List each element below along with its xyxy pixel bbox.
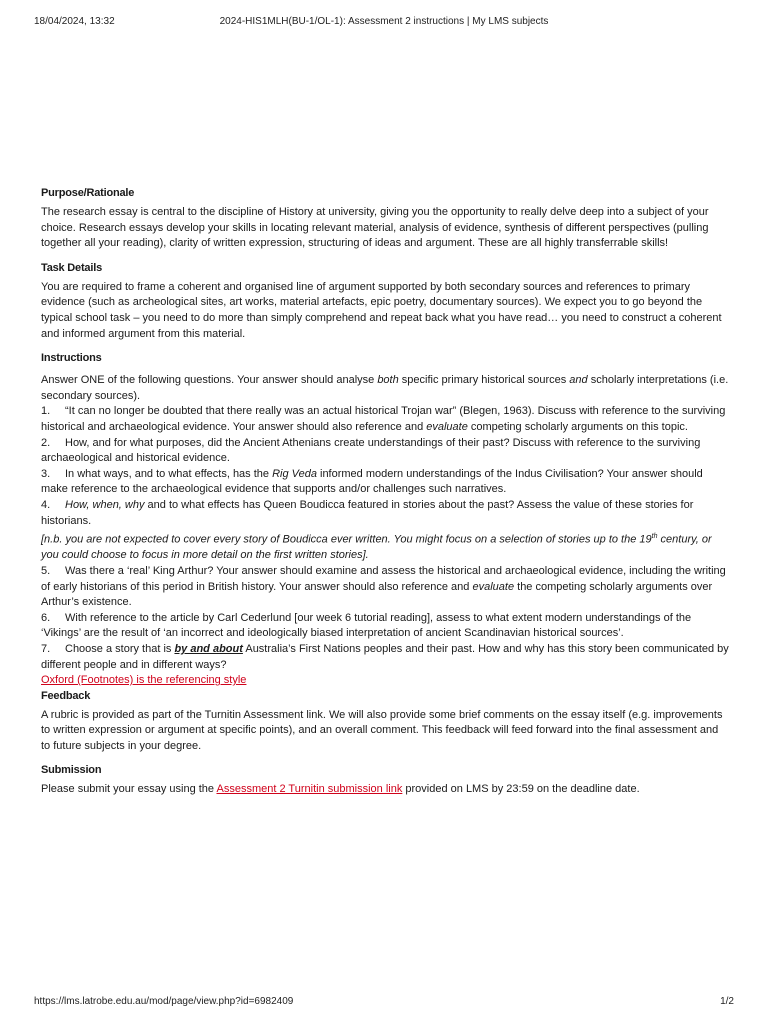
print-header (34, 16, 734, 30)
question-number: 7. (41, 642, 51, 655)
question-text: the competing scholarly arguments over Arthur’s existence. (41, 580, 713, 609)
purpose-section (41, 186, 729, 252)
question-text: With reference to the article by Carl Cederlund [our week 6 tutorial reading], assess to what extent modern understandings of the ‘Vikings’ are the result of ‘an incorrect and ideologically biased interpretation of ancient Scandinavian historical sources’. (41, 611, 692, 640)
question-3 (41, 467, 729, 498)
question-text: competing scholarly arguments on this topic. (467, 420, 688, 433)
question-text: and to what effects has Queen Boudicca featured in stories about the past? Assess the value of these stories for historians. (41, 498, 694, 527)
question-6 (41, 611, 729, 642)
question-emphasis: evaluate (472, 580, 515, 593)
submission-text: provided on LMS by 23:59 on the deadline date. (402, 783, 640, 796)
question-number: 6. (41, 611, 51, 624)
question-number: 2. (41, 436, 51, 449)
print-page-title: 2024-HIS1MLH(BU-1/OL-1): Assessment 2 instructions | My LMS subjects (219, 16, 549, 27)
purpose-body: The research essay is central to the discipline of History at university, giving you the opportunity to really delve deep into a subject of your choice. Research essays develop your skills in locating relevant material, analysis of evidence, synthesis of different perspectives (pulling together all your reading), clarity of written expression, structuring of ideas and argument. These are all highly transferrable skills! (41, 206, 709, 250)
question-emphasis: Rig Veda (272, 467, 317, 480)
submission-body (41, 782, 729, 798)
print-date: 18/04/2024, 13:32 (34, 16, 115, 27)
question-text: Was there a ‘real’ King Arthur? Your answer should examine and assess the historical and archaeological evidence, including the writing of early historians of this period in British history. Your answer should also reference and (41, 564, 726, 593)
referencing-style-link[interactable]: Oxford (Footnotes) is the referencing style (41, 674, 247, 687)
turnitin-submission-link[interactable]: Assessment 2 Turnitin submission link (216, 783, 403, 796)
submission-text: Please submit your essay using the (41, 783, 217, 796)
task-section (41, 261, 729, 342)
task-body: You are required to frame a coherent and organised line of argument supported by both secondary sources and references to primary evidence (such as archeological sites, art works, material artefacts, epic poetry, documentary sources). We expect you to go beyond the typical school task – you need to do more than simply comprehend and repeat back what you have read… you need to construct a coherent and informed argument from this material. (41, 280, 722, 340)
note-superscript: th (651, 533, 658, 541)
question-text: Australia’s First Nations peoples and their past. How and why has this story been communicated by different people and in different ways? (41, 642, 729, 671)
question-emphasis: evaluate (426, 420, 468, 433)
task-heading: Task Details (41, 261, 102, 274)
intro-text-1: Answer ONE of the following questions. Your answer should analyse (41, 374, 378, 387)
question-5 (41, 564, 729, 611)
question-1 (41, 404, 729, 435)
instructions-section (41, 351, 729, 689)
question-number: 1. (41, 405, 51, 418)
feedback-body: A rubric is provided as part of the Turnitin Assessment link. We will also provide some brief comments on the essay itself (e.g. improvements to written expression or argument at specific points), and an overall comment. This feedback will feed forward into the final assessment and to future subjects in your degree. (41, 708, 723, 752)
page-content (41, 186, 729, 807)
question-text: informed modern understandings of the Indus Civilisation? Your answer should make reference to the archaeological evidence that supports and/or challenges such narratives. (41, 467, 703, 496)
note-text: [n.b. you are not expected to cover every story of Boudicca ever written. You might focus on a selection of stories up to the 19 (41, 533, 652, 546)
intro-emphasis-both: both (377, 374, 399, 387)
print-url: https://lms.latrobe.edu.au/mod/page/view.php?id=6982409 (34, 996, 294, 1007)
submission-section (41, 763, 729, 798)
question-number: 4. (41, 498, 51, 511)
question-text: Choose a story that is (65, 642, 175, 655)
print-page-number: 1/2 (720, 996, 734, 1007)
question-emphasis: How, when, why (65, 498, 145, 511)
question-number: 3. (41, 467, 51, 480)
intro-emphasis-and: and (569, 374, 588, 387)
print-footer (34, 996, 734, 1010)
referencing-style (41, 673, 729, 689)
intro-text-3: scholarly interpretations (i.e. secondary sources). (41, 374, 729, 402)
submission-heading: Submission (41, 764, 102, 777)
question-text: How, and for what purposes, did the Ancient Athenians create understandings of their past? Discuss with reference to the surviving archaeological and historical evidence. (41, 436, 701, 465)
feedback-heading: Feedback (41, 689, 91, 702)
question-text: “It can no longer be doubted that there really was an actual historical Trojan war” (Blegen, 1963). Discuss with reference to the surviving historical and archaeological evidence. Your answer should also reference and (41, 405, 726, 433)
question-7 (41, 642, 729, 673)
instructions-heading: Instructions (41, 352, 102, 365)
instructions-intro (41, 373, 729, 404)
question-number: 5. (41, 564, 51, 577)
intro-text-2: specific primary historical sources (398, 374, 570, 387)
purpose-heading: Purpose/Rationale (41, 187, 135, 199)
question-2 (41, 436, 729, 467)
note-text: century, or you could choose to focus in more detail on the first written stories]. (41, 533, 712, 562)
question-4 (41, 498, 729, 529)
boudicca-note (41, 529, 729, 564)
question-text: In what ways, and to what effects, has the (65, 467, 273, 480)
question-emphasis: by and about (174, 642, 243, 655)
feedback-section (41, 689, 729, 755)
